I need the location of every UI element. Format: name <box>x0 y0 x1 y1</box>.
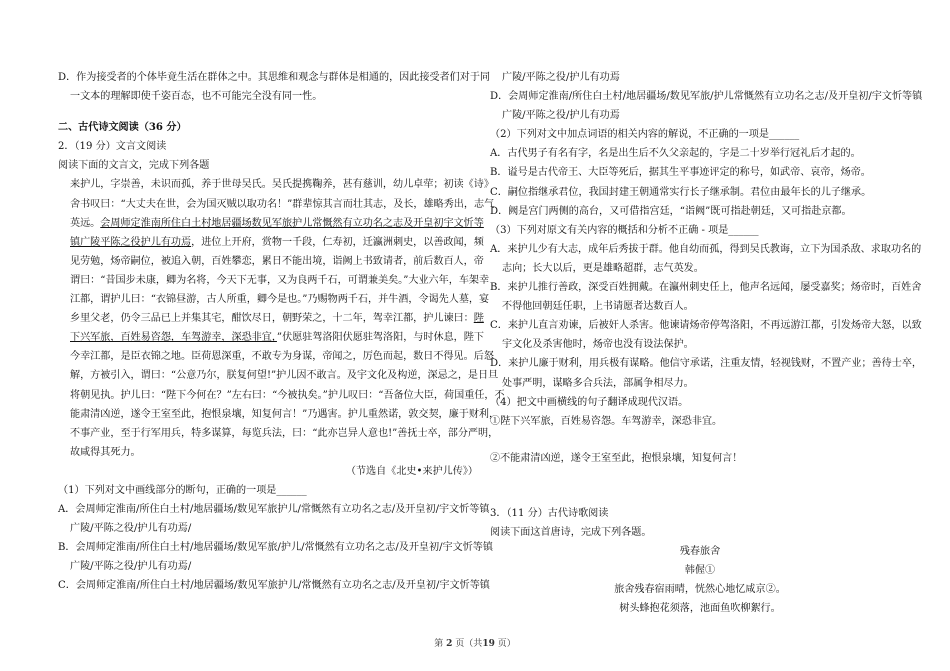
sub-question-4-stem: （4）把文中画横线的句子翻译成现代汉语。 <box>490 396 689 408</box>
passage-line: 见劳勉，炀帝嗣位，被追入朝，百姓攀恋，累日不能出境，诣阙上书致请者，前后数百人，帝 <box>70 255 484 267</box>
sub-question-1-stem: （1）下列对文中画线部分的断句，正确的一项是______ <box>58 484 307 496</box>
translation-item-1: ①陛下兴军旅，百姓易咨怨。车驾游幸，深恐非宜。 <box>490 415 723 427</box>
poem-line: 树头蜂抱花须落，池面鱼吹柳絮行。 <box>619 603 781 615</box>
sub-question-1-option-c: C．会周师定淮南/所住白土村/地居疆场/数见军旅护儿/常慨然有立功名之志/及开皇初/宇文忻等镇 <box>58 580 490 592</box>
sub-question-3-option-c-cont: 宇文化及杀害他时，炀帝也没有设法保护。 <box>502 339 694 351</box>
sub-question-2-option-d: D．阙是宫门两侧的高台，又可借指宫廷，“诣阙”既可指赴朝廷，又可指赴京都。 <box>490 205 852 217</box>
passage-line: 今幸江都，是臣衣锦之地。臣荷恩深重，不敢专为身谋，帝闻之，厉色而起，数日不得见。后怒 <box>70 351 494 363</box>
passage-line: 镇广陵平陈之役护儿有功焉，进位上开府，赏物一千段，仁寿初，迁瀛洲刺史，以善政闻，频 <box>70 236 484 248</box>
passage-line: 舍书叹曰：“大丈夫在世，会为国灭贼以取功名！”群辈惊其言而壮其志，及长，雄略秀出，志气 <box>70 198 495 210</box>
left-column <box>58 68 505 596</box>
poem-author: 韩偓① <box>684 565 716 577</box>
poem-title: 残春旅舍 <box>679 546 721 558</box>
sub-question-3-option-a: A．来护儿少有大志，成年后秀拔于群。他自幼而孤，得到吴氏教诲，立下为国杀敌、求取功名的 <box>490 243 922 255</box>
passage-line: 将朝见执。护儿曰：“陛下今何在？”左右曰：“今被执矣。”护儿叹曰：“吾备位大臣，荷国重任，不 <box>70 389 505 401</box>
page-total: 19 <box>482 639 495 649</box>
page-number: 2 <box>446 639 453 649</box>
right-column <box>490 68 923 618</box>
sub-question-2-option-c: C．嗣位指继承君位，我国封建王朝通常实行长子继承制。君位由最年长的儿子继承。 <box>490 186 872 198</box>
section-title: 二、古代诗文阅读（36 分） <box>58 122 187 134</box>
passage-line: 江都，谓护儿曰：“衣锦昼游，古人所重，卿今是也。”乃赐物两千石，并牛酒，令谒先人墓，宴 <box>70 294 490 306</box>
option-d-line1: D．作为接受者的个体毕竟生活在群体之中。其思维和观念与群体是相通的，因此接受者们对于同 <box>58 72 491 83</box>
underlined-sentence: 陛 <box>473 313 484 325</box>
translation-item-2: ②不能肃清凶逆，遂令王室至此，抱恨泉壤，知复何言！ <box>490 452 743 464</box>
question-3-heading: 3．（11 分）古代诗歌阅读 <box>490 507 609 519</box>
passage-line: 解，方被引入，谓曰：“公意乃尔，朕复何望!”护儿因不敢言。及宇文化及构逆，深忌之，是日旦 <box>70 370 499 382</box>
question-3-instruction: 阅读下面这首唐诗，完成下列各题。 <box>490 526 652 538</box>
passage-source: （节选自《北史•来护儿传》） <box>345 465 478 477</box>
sub-question-2-option-b: B．谥号是古代帝王、大臣等死后，据其生平事迹评定的称号，如武帝、哀帝，炀帝。 <box>490 167 871 179</box>
underlined-sentence: 会周师定淮南所住白土村地居疆场数见军旅护儿常慨然有立功名之志及开皇初宇文忻等 <box>100 217 484 229</box>
passage-line: 能肃清凶逆，遂令王室至此，抱恨泉壤，知复何言！”乃遇害。护儿重然诺，敦交契，廉于财利， <box>70 408 500 420</box>
question-2-instruction: 阅读下面的文言文，完成下列各题 <box>58 160 210 172</box>
sub-question-3-option-d: D．来护儿廉于财利，用兵极有谋略。他信守承诺，注重友情，轻视钱财，不置产业；善待士卒， <box>490 358 923 370</box>
sub-question-1-option-b: B．会周师定淮南/所住白土村/地居疆场/数见军旅/护儿/常慨然有立功名之志/及开皇初/宇文忻等镇 <box>58 542 493 554</box>
underlined-sentence: 镇广陵平陈之役护儿有功焉 <box>70 236 192 248</box>
passage-line: 下兴军旅，百姓易咨怨，车驾游幸，深恐非宜，”伏愿驻驾洛阳伏愿驻驾洛阳，与时休息，陛下 <box>70 332 484 344</box>
passage-line: 乡里父老，仍令三品已上并集其宅，酣饮尽日，朝野荣之，十二年，驾幸江都，护儿谏曰：陛 <box>70 313 484 325</box>
sub-question-1-option-d: D．会周师定淮南/所住白土村/地居疆场/数见军旅/护儿常慨然有立功名之志/及开皇初/宇文忻等镇 <box>490 91 923 103</box>
question-2-heading: 2．（19 分）文言文阅读 <box>58 141 167 153</box>
sub-question-2-stem: （2）下列对文中加点词语的相关内容的解说，不正确的一项是______ <box>490 129 800 141</box>
passage-line: 不事产业，至于行军用兵，特多谋算，每览兵法，曰：“此亦岂异人意也!”善抚士卒，部分严明， <box>70 427 499 439</box>
sub-question-1-option-d-cont: 广陵/平陈之役/护儿有功焉 <box>502 110 620 122</box>
underlined-sentence: 下兴军旅，百姓易咨怨，车驾游幸，深恐非宜， <box>70 332 277 344</box>
sub-question-1-option-c-cont: 广陵/平陈之役/护儿有功焉 <box>502 72 620 83</box>
sub-question-1-option-a: A．会周师定淮南/所住白土村/地居疆场/数见军旅护儿/常慨然有立功名之志/及开皇初/宇文忻等镇 <box>58 504 490 516</box>
sub-question-3-option-b-cont: 不得他回朝廷任职，上书请愿者达数百人。 <box>502 301 694 313</box>
poem-line: 旅舍残春宿雨晴，恍然心地忆咸京②。 <box>614 584 786 596</box>
sub-question-1-option-a-cont: 广陵/平陈之役/护儿有功焉/ <box>70 523 192 535</box>
sub-question-3-option-c: C．来护儿直言劝谏，后被奸人杀害。他谏请炀帝停驾洛阳，不再远游江都，引发炀帝大怒，以致 <box>490 320 922 332</box>
page-footer: 第 2 页（共19 页） <box>434 639 516 649</box>
passage-line: 英远。会周师定淮南所住白土村地居疆场数见军旅护儿常慨然有立功名之志及开皇初宇文忻等 <box>70 217 484 229</box>
sub-question-2-option-a: A．古代男子有名有字，名是出生后不久父亲起的，字是二十岁举行冠礼后才起的。 <box>490 148 861 160</box>
passage-line: 来护儿，字崇善，未识而孤，养于世母吴氏。吴氏提携鞠养，甚有慈训，幼儿卓荦；初读《诗》 <box>70 179 494 191</box>
sub-question-3-option-a-cont: 志向；长大以后，更是雄略超群，志气英发。 <box>502 262 704 274</box>
passage-line: 谓曰：“昔国步未康，卿为名将，今天下无事，又为良两千石，可谓兼美矣。”大业六年，车架幸 <box>70 274 490 286</box>
sub-question-3-option-d-cont: 处事严明，谋略多合兵法，部属争相尽力。 <box>502 377 694 389</box>
option-d-line2: 一文本的理解即使千姿百态，也不可能完全没有同一性。 <box>70 91 323 103</box>
sub-question-1-option-b-cont: 广陵/平陈之役/护儿有功焉/ <box>70 561 192 573</box>
sub-question-3-option-b: B．来护儿推行善政，深受百姓拥戴。在瀛州刺史任上，他声名远闻，屡受嘉奖；炀帝时，百姓舍 <box>490 282 922 294</box>
sub-question-3-stem: （3）下列对原文有关内容的概括和分析不正确 - 项是______ <box>490 224 759 236</box>
passage-line: 故咸得其死力。 <box>70 446 141 458</box>
